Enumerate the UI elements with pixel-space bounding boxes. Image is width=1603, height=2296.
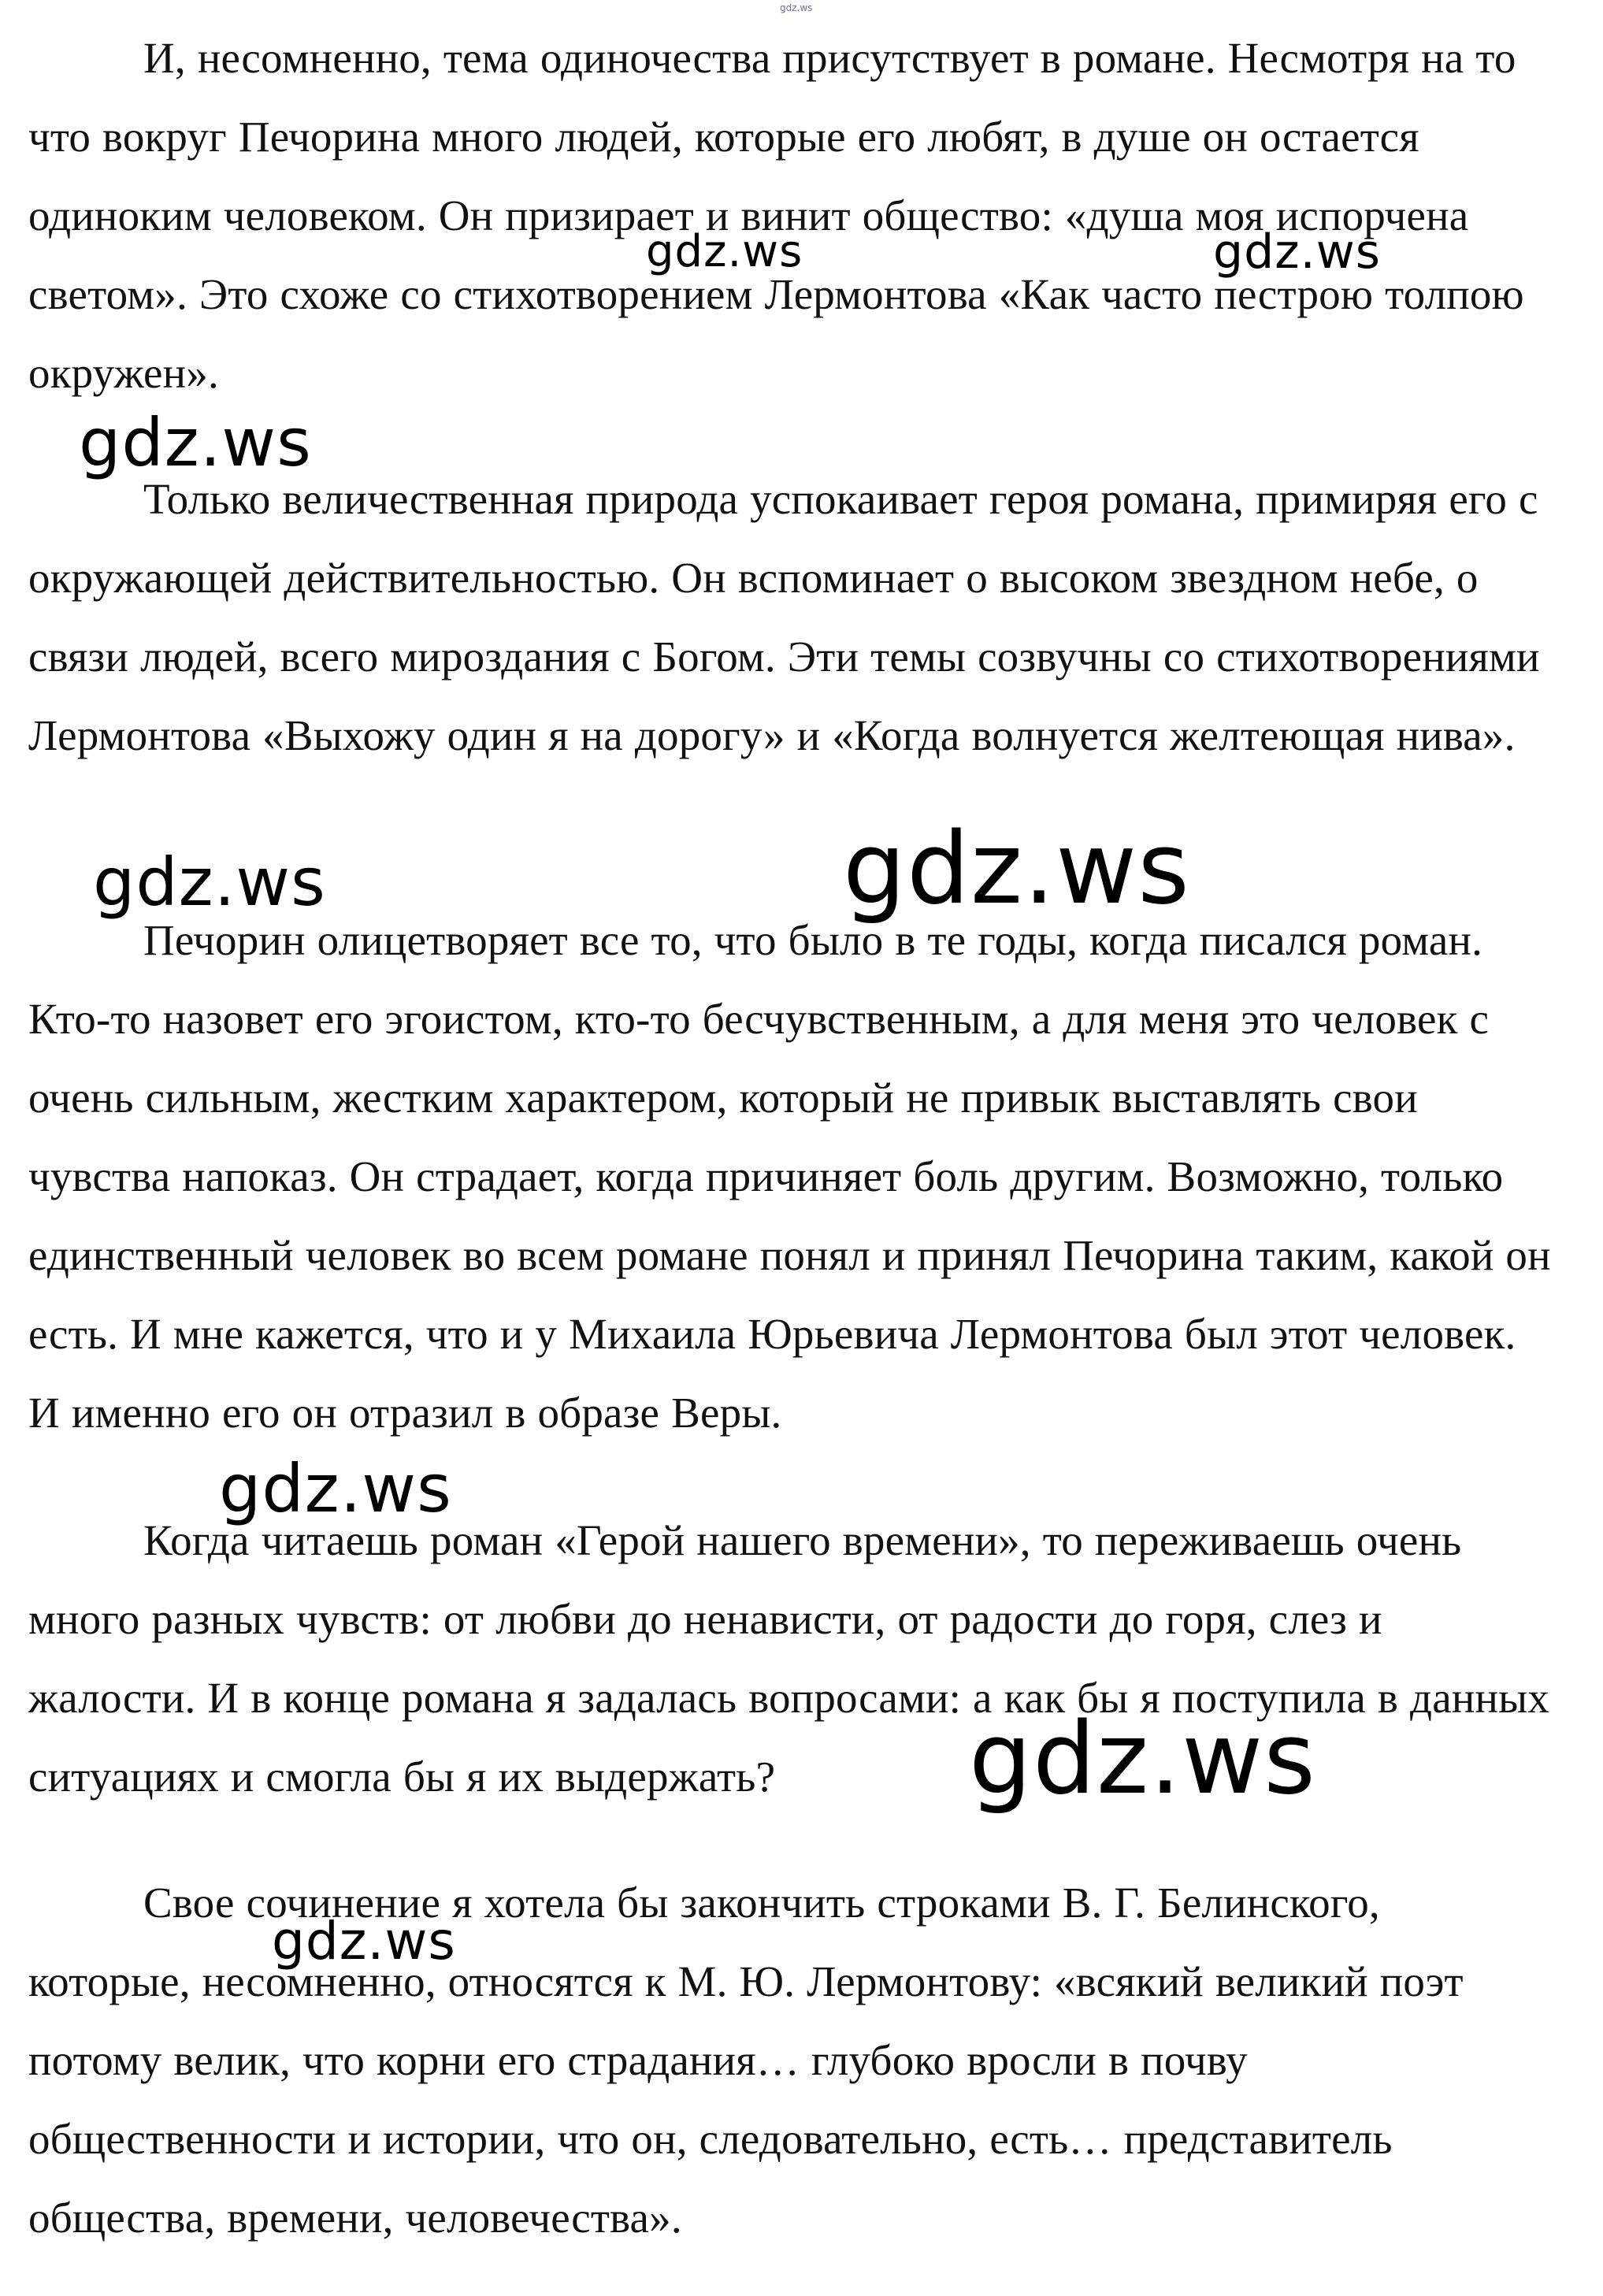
paragraph-belinsky: Свое сочинение я хотела бы закончить строками В. Г. Белинского, которые, несомненно, относятся к М. Ю. Лермонтову: «всякий великий поэт потому велик, что корни его страдания… глубоко вросли в почву общественности и истории, что он, следовательно, есть… представитель общества, времени, человечества».: [28, 1879, 1464, 2242]
paragraph-feelings: Когда читаешь роман «Герой нашего времени», то переживаешь очень много разных чувств: от любви до ненависти, от радости до горя, слез и жалости. И в конце романа я задалась вопросами: а как бы я поступила в данных ситуациях и смогла бы я их выдержать?: [28, 1516, 1549, 1801]
paragraph-pechorin: Печорин олицетворяет все то, что было в те годы, когда писался роман. Кто-то назовет его эгоистом, кто-то бесчувственным, а для меня это человек с очень сильным, жестким характером, который не привык выставлять свои чувства напоказ. Он страдает, когда причиняет боль другим. Возможно, только единственный человек во всем романе понял и принял Печорина таким, какой он есть. И мне кажется, что и у Михаила Юрьевича Лермонтова был этот человек. И именно его он отразил в образе Веры.: [28, 916, 1551, 1437]
watermark: gdz.ws: [1213, 224, 1382, 280]
watermark: gdz.ws: [646, 226, 803, 277]
paragraph-nature: Только величественная природа успокаивает героя романа, примиряя его с окружающей действительностью. Он вспоминает о высоком звездном небе, о связи людей, всего мироздания с Богом. Эти темы созвучны со стихотворениями Лермонтова «Выхожу один я на дорогу» и «Когда волнуется желтеющая нива».: [28, 475, 1540, 759]
watermark: gdz.ws: [219, 1450, 452, 1527]
watermark: gdz.ws: [93, 844, 326, 921]
watermark: gdz.ws: [272, 1911, 456, 1971]
header-watermark: gdz.ws: [780, 2, 813, 13]
paragraph-loneliness: И, несомненно, тема одиночества присутствует в романе. Несмотря на то что вокруг Печорина много людей, которые его любят, в душе он остается одиноким человеком. Он призирает и винит общество: «душа моя испорчена светом». Это схоже со стихотворением Лермонтова «Как часто пестрою толпою окружен».: [28, 34, 1524, 397]
watermark: gdz.ws: [969, 1701, 1316, 1816]
watermark: gdz.ws: [79, 404, 312, 481]
watermark: gdz.ws: [843, 810, 1190, 926]
